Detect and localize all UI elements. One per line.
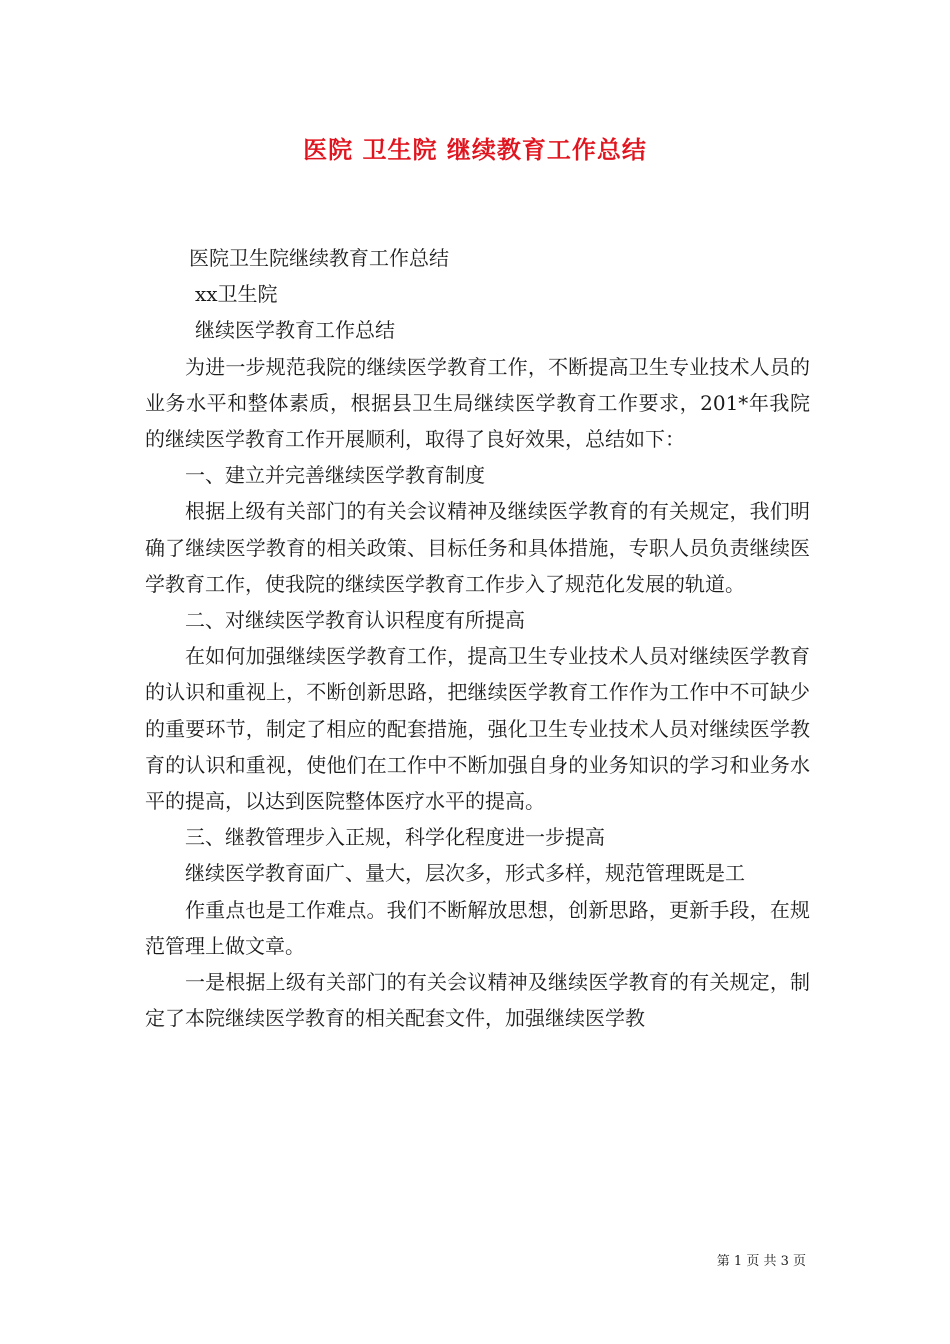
paragraph: 一是根据上级有关部门的有关会议精神及继续医学教育的有关规定，制定了本院继续医学教育的相关配套文件，加强继续医学教 <box>145 970 810 1031</box>
paragraph-intro: 为进一步规范我院的继续医学教育工作，不断提高卫生专业技术人员的业务水平和整体素质，根据县卫生局继续医学教育工作要求，201*年我院的继续医学教育工作开展顺利，取得了良好效果，总结如下： <box>145 354 810 452</box>
section-heading-3: 三、继教管理步入正规，科学化程度进一步提高 <box>185 825 605 850</box>
paragraph: 继续医学教育面广、量大，层次多，形式多样，规范管理既是工 <box>185 861 745 886</box>
document-body <box>145 240 810 1036</box>
doc-subtitle: 继续医学教育工作总结 <box>195 318 395 343</box>
section-heading-1: 一、建立并完善继续医学教育制度 <box>185 463 485 488</box>
section-heading-2: 二、对继续医学教育认识程度有所提高 <box>185 608 525 633</box>
page-title: 医院 卫生院 继续教育工作总结 <box>303 136 647 164</box>
org-name: xx卫生院 <box>195 282 278 307</box>
paragraph: 在如何加强继续医学教育工作，提高卫生专业技术人员对继续医学教育的认识和重视上，不断创新思路，把继续医学教育工作作为工作中不可缺少的重要环节，制定了相应的配套措施，强化卫生专业技术人员对继续医学教育的认识和重视，使他们在工作中不断加强自身的业务知识的学习和业务水平的提高，以达到医院整体医疗水平的提高。 <box>145 644 810 814</box>
paragraph: 作重点也是工作难点。我们不断解放思想，创新思路，更新手段，在规范管理上做文章。 <box>145 897 810 958</box>
paragraph: 根据上级有关部门的有关会议精神及继续医学教育的有关规定，我们明确了继续医学教育的相关政策、目标任务和具体措施，专职人员负责继续医学教育工作，使我院的继续医学教育工作步入了规范化发展的轨道。 <box>145 499 810 596</box>
page-number: 第 1 页 共 3 页 <box>716 1254 806 1269</box>
doc-heading: 医院卫生院继续教育工作总结 <box>189 246 449 270</box>
